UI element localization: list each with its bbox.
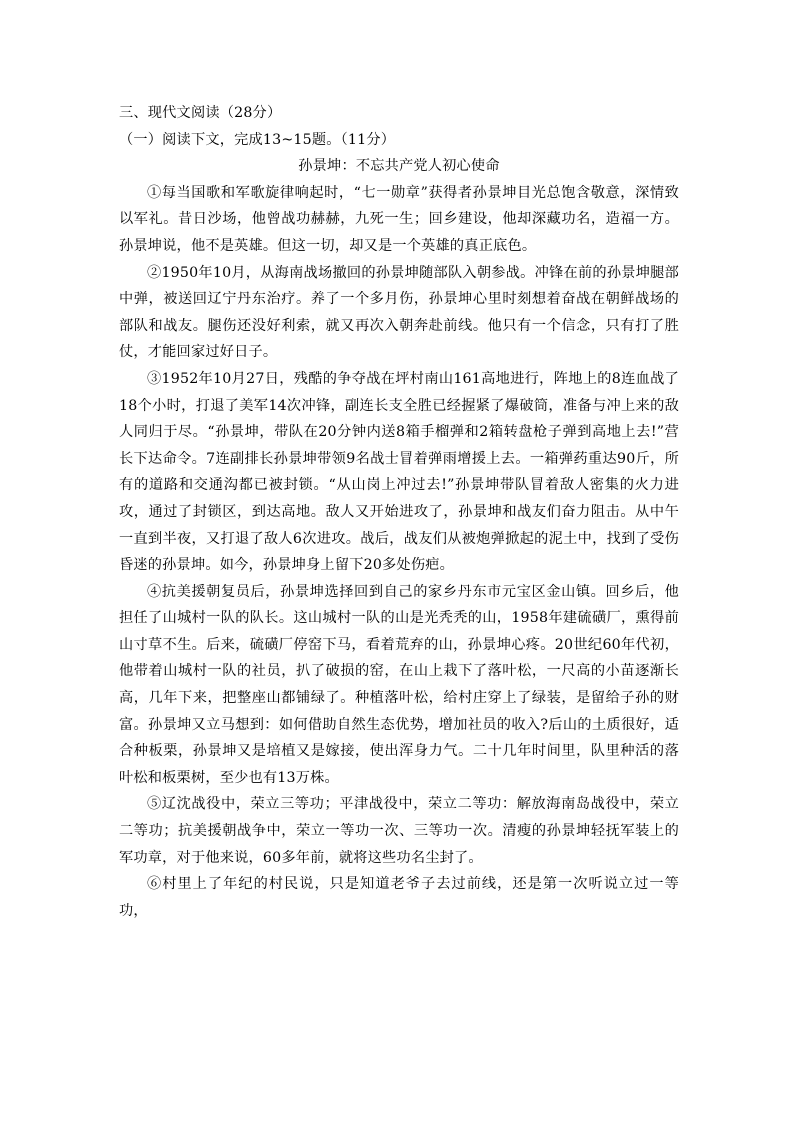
paragraph-4: ④抗美援朝复员后，孙景坤选择回到自己的家乡丹东市元宝区金山镇。回乡后，他担任了山城村一队的队长。这山城村一队的山是光秃秃的山，1958年建硫磺厂，熏得前山寸草不生。后来，硫磺厂停窑下马，看着荒弃的山，孙景坤心疼。20世纪60年代初，他带着山城村一队的社员，扒了破损的窑，在山上栽下了落叶松，一尺高的小苗逐渐长高，几年下来，把整座山都铺绿了。种植落叶松，给村庄穿上了绿装，是留给子孙的财富。孙景坤又立马想到：如何借助自然生态优势，增加社员的收入?后山的土质很好，适合种板栗，孙景坤又是培植又是嫁接，使出浑身力气。二十几年时间里，队里种活的落叶松和板栗树，至少也有13万株。: [119, 583, 679, 786]
paragraph-5: ⑤辽沈战役中，荣立三等功；平津战役中，荣立二等功：解放海南岛战役中，荣立二等功；抗美援朝战争中，荣立一等功一次、三等功一次。清瘦的孙景坤轻抚军装上的军功章，对于他来说，60多年前，就将这些功名尘封了。: [119, 796, 679, 866]
paragraph-1: ①每当国歌和军歌旋律响起时，“七一勋章”获得者孙景坤目光总饱含敬意，深情致以军礼。昔日沙场，他曾战功赫赫，九死一生；回乡建设，他却深藏功名，造福一方。孙景坤说，他不是英雄。但这一切，却又是一个英雄的真正底色。: [119, 184, 679, 254]
paragraph-6: ⑥村里上了年纪的村民说，只是知道老爷子去过前线，还是第一次听说立过一等功，: [119, 876, 679, 919]
paragraph-2: ②1950年10月，从海南战场撤回的孙景坤随部队入朝参战。冲锋在前的孙景坤腿部中弹，被送回辽宁丹东治疗。养了一个多月伤，孙景坤心里时刻想着奋战在朝鲜战场的部队和战友。腿伤还没好利索，就又再次入朝奔赴前线。他只有一个信念，只有打了胜仗，才能回家过好日子。: [119, 264, 679, 361]
article-title: 孙景坤：不忘共产党人初心使命: [298, 158, 500, 175]
reading-instructions: （一）阅读下文，完成13~15题。（11分）: [119, 131, 396, 148]
paragraph-3: ③1952年10月27日，残酷的争夺战在坪村南山161高地进行，阵地上的8连血战了18个小时，打退了美军14次冲锋，副连长支全胜已经握紧了爆破筒，准备与冲上来的敌人同归于尽。“孙景坤，带队在20分钟内送8箱手榴弹和2箱转盘枪子弹到高地上去!”营长下达命令。7连副排长孙景坤带领9名战士冒着弹雨增援上去。一箱弹药重达90斤，所有的道路和交通沟都已被封锁。“从山岗上冲过去!”孙景坤带队冒着敌人密集的火力进攻，通过了封锁区，到达高地。敌人又开始进攻了，孙景坤和战友们奋力阻击。从中午一直到半夜，又打退了敌人6次进攻。战后，战友们从被炮弹掀起的泥土中，找到了受伤昏迷的孙景坤。如今，孙景坤身上留下20多处伤疤。: [119, 370, 679, 574]
section-heading: 三、现代文阅读（28分）: [119, 105, 282, 121]
document-content: [119, 100, 679, 924]
